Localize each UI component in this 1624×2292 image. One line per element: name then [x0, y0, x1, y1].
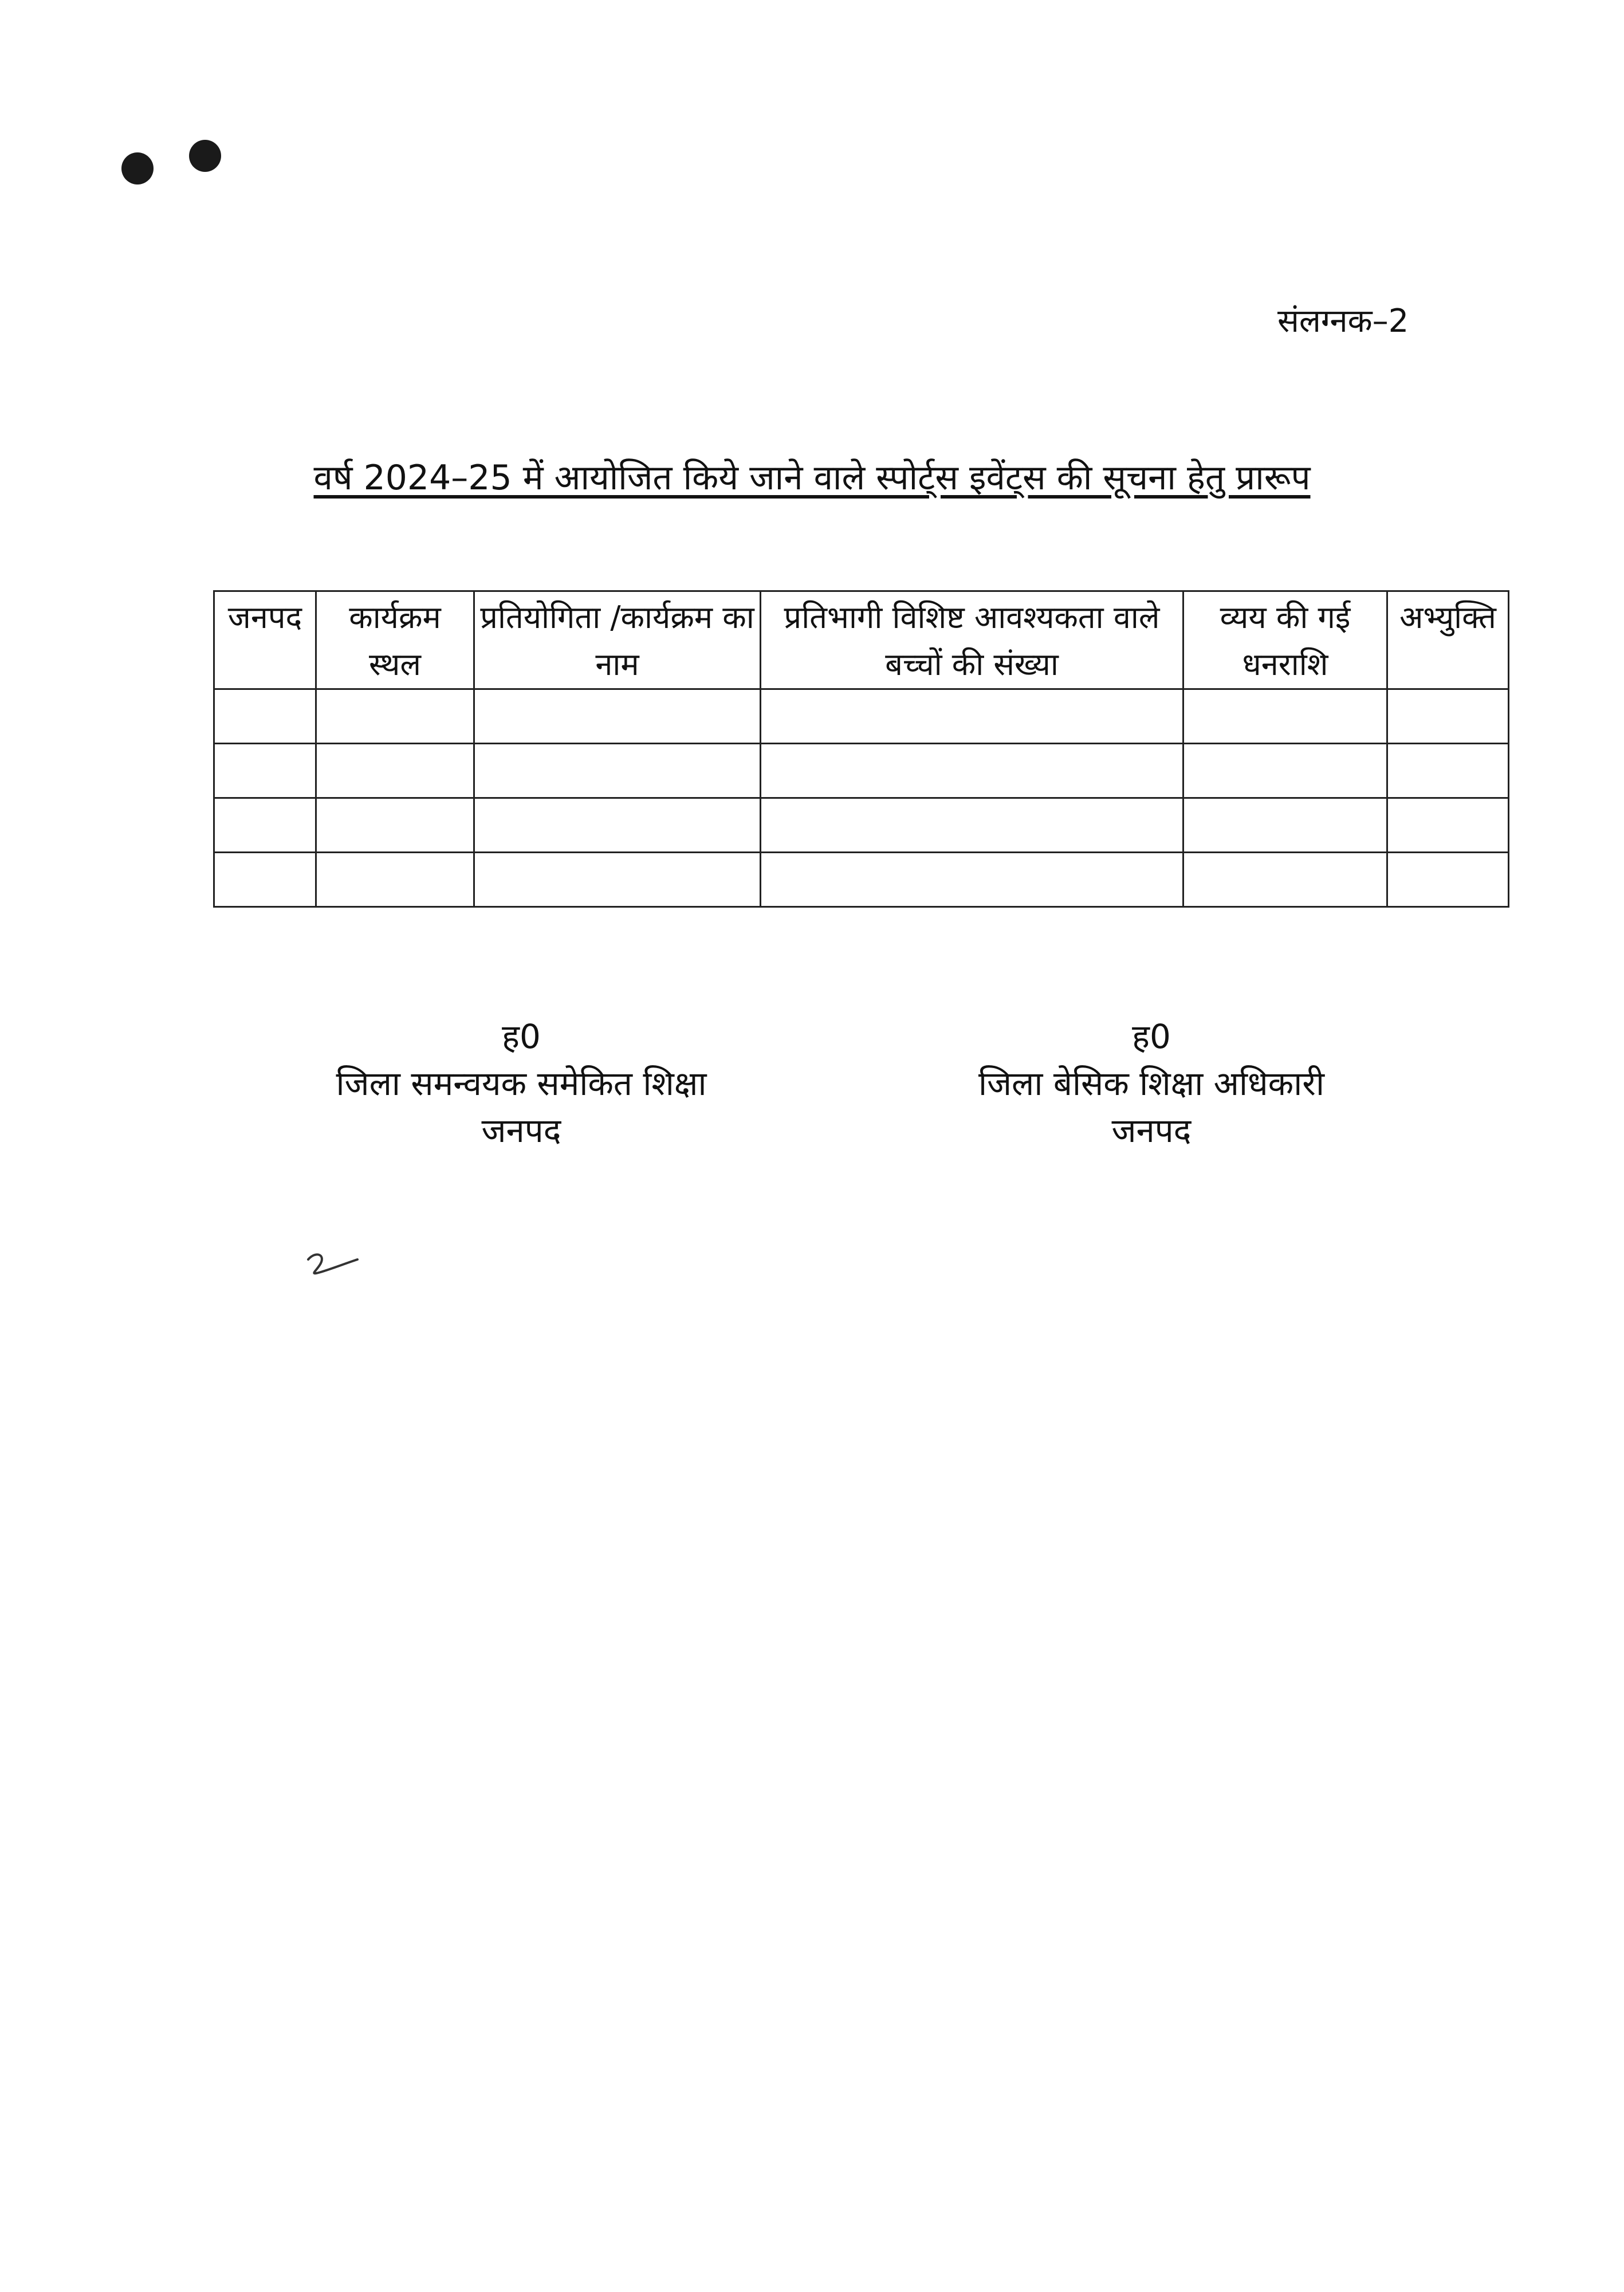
table-cell[interactable] — [474, 853, 761, 907]
table-header-row — [214, 591, 1509, 689]
table-cell[interactable] — [1183, 689, 1387, 744]
table-cell[interactable] — [474, 689, 761, 744]
signature-mark: ह0 — [1132, 1017, 1171, 1056]
table-cell[interactable] — [761, 798, 1183, 853]
table-row — [214, 798, 1509, 853]
table-cell[interactable] — [316, 798, 474, 853]
annexure-label: संलग्नक–2 — [1277, 303, 1409, 340]
table-cell[interactable] — [1183, 744, 1387, 798]
table-cell[interactable] — [214, 798, 316, 853]
header-district: जनपद — [214, 591, 316, 689]
header-amount-spent: व्यय की गई धनराशि — [1183, 591, 1387, 689]
table-cell[interactable] — [1387, 798, 1509, 853]
signature-designation: जिला समन्वयक समेकित शिक्षा — [336, 1064, 707, 1103]
handwritten-initial-mark — [304, 1249, 361, 1284]
table-cell[interactable] — [761, 689, 1183, 744]
table-cell[interactable] — [761, 853, 1183, 907]
signature-block-district-coordinator — [298, 1013, 745, 1154]
table-cell[interactable] — [316, 853, 474, 907]
sports-events-table — [213, 590, 1509, 908]
table-cell[interactable] — [316, 689, 474, 744]
header-remarks: अभ्युक्ति — [1387, 591, 1509, 689]
table-cell[interactable] — [214, 853, 316, 907]
table-cell[interactable] — [1183, 853, 1387, 907]
table-cell[interactable] — [1387, 689, 1509, 744]
table-cell[interactable] — [1387, 744, 1509, 798]
signature-block-basic-education-officer — [928, 1013, 1375, 1154]
table-cell[interactable] — [1387, 853, 1509, 907]
table-row — [214, 689, 1509, 744]
signature-designation: जिला बेसिक शिक्षा अधिकारी — [978, 1064, 1324, 1103]
table-cell[interactable] — [214, 689, 316, 744]
punch-hole-left — [121, 152, 154, 185]
table-cell[interactable] — [214, 744, 316, 798]
signature-place: जनपद — [1111, 1111, 1192, 1150]
header-event-name: प्रतियोगिता /कार्यक्रम का नाम — [474, 591, 761, 689]
table-row — [214, 744, 1509, 798]
punch-hole-right — [189, 140, 221, 172]
signature-mark: ह0 — [502, 1017, 541, 1056]
header-participant-count: प्रतिभागी विशिष्ट आवश्यकता वाले बच्चों की संख्या — [761, 591, 1183, 689]
page-title: वर्ष 2024–25 में आयोजित किये जाने वाले स्पोर्ट्स इवेंट्स की सूचना हेतु प्रारूप — [313, 458, 1311, 498]
table-cell[interactable] — [316, 744, 474, 798]
table-cell[interactable] — [761, 744, 1183, 798]
table-cell[interactable] — [474, 798, 761, 853]
table-cell[interactable] — [1183, 798, 1387, 853]
signature-place: जनपद — [481, 1111, 561, 1150]
table-cell[interactable] — [474, 744, 761, 798]
header-venue: कार्यक्रम स्थल — [316, 591, 474, 689]
table-row — [214, 853, 1509, 907]
